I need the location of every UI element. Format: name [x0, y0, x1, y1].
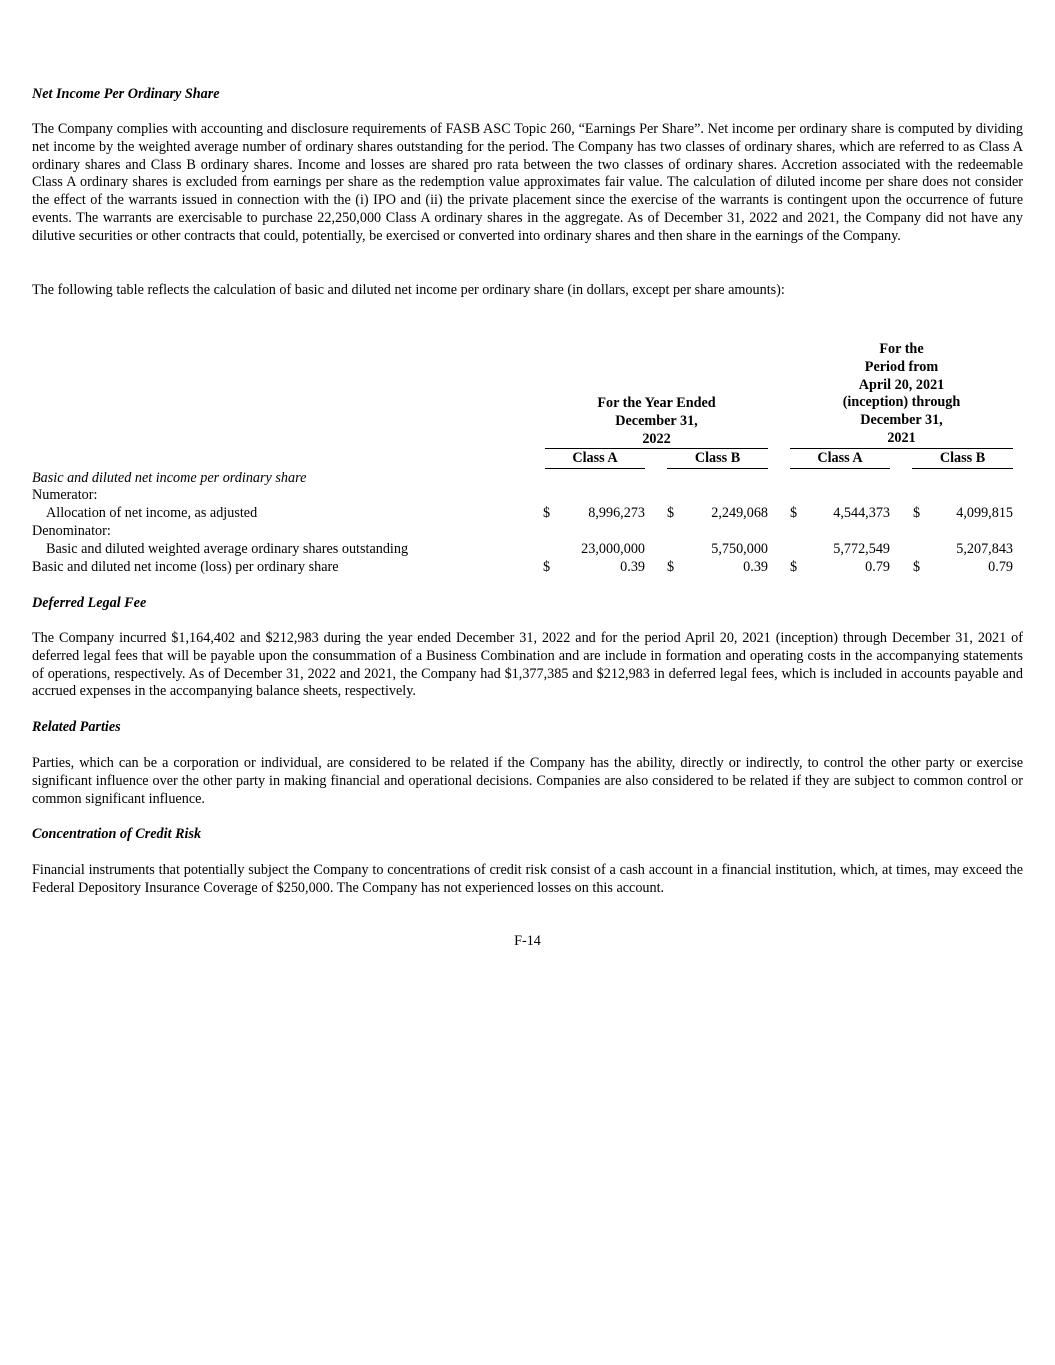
period2-line-3: April 20, 2021 — [858, 376, 945, 393]
shares-value-2: 5,750,000 — [711, 541, 768, 557]
table-title-row: Basic and diluted net income per ordinary share — [32, 470, 307, 486]
class-header-1: Class A — [545, 450, 645, 469]
period1-line-2: December 31, — [615, 412, 698, 429]
period2-line-2: Period from — [864, 358, 939, 375]
period1-line-1: For the Year Ended — [597, 395, 716, 411]
currency-symbol: $ — [790, 505, 798, 521]
currency-symbol: $ — [667, 505, 675, 521]
class-header-3: Class A — [790, 450, 890, 469]
eps-label: Basic and diluted net income (loss) per ordinary share — [32, 559, 339, 575]
eps-value-1: 0.39 — [620, 559, 645, 575]
allocation-value-2: 2,249,068 — [711, 505, 768, 521]
allocation-value-3: 4,544,373 — [833, 505, 890, 521]
credit-paragraph: Financial instruments that potentially subject the Company to concentrations of credit risk consist of a cash account in a financial institution, which, at times, may exceed the Federal Depository Insurance Coverage of $250,000. The Company has not experienced losses on this account. — [32, 862, 1023, 896]
period2-line-4: (inception) through — [842, 394, 961, 411]
denominator-label: Denominator: — [32, 523, 111, 539]
eps-heading: Net Income Per Ordinary Share — [32, 86, 220, 102]
allocation-label: Allocation of net income, as adjusted — [46, 505, 258, 521]
class-header-4: Class B — [912, 450, 1013, 469]
related-heading: Related Parties — [32, 719, 121, 735]
class-header-2: Class B — [667, 450, 768, 469]
shares-value-1: 23,000,000 — [581, 541, 645, 557]
period2-line-6: 2021 — [887, 429, 916, 446]
shares-value-3: 5,772,549 — [833, 541, 890, 557]
legal-heading: Deferred Legal Fee — [32, 595, 147, 611]
shares-label: Basic and diluted weighted average ordinary shares outstanding — [46, 541, 409, 557]
currency-symbol: $ — [913, 505, 921, 521]
allocation-value-4: 4,099,815 — [956, 505, 1013, 521]
currency-symbol: $ — [543, 559, 551, 575]
allocation-value-1: 8,996,273 — [588, 505, 645, 521]
currency-symbol: $ — [790, 559, 798, 575]
currency-symbol: $ — [913, 559, 921, 575]
eps-value-4: 0.79 — [988, 559, 1013, 575]
credit-heading: Concentration of Credit Risk — [32, 826, 202, 842]
related-paragraph: Parties, which can be a corporation or individual, are considered to be related if the Company has the ability, directly or indirectly, to control the other party or exercise significant influence over the other party in making financial and operational decisions. Companies are also considered to be related if they are subject to common control or common significant influence. — [32, 755, 1023, 807]
eps-paragraph-2: The following table reflects the calculation of basic and diluted net income per ordinary share (in dollars, except per share amounts): — [32, 282, 785, 298]
eps-value-3: 0.79 — [865, 559, 890, 575]
eps-value-2: 0.39 — [743, 559, 768, 575]
period1-line-3: 2022 — [642, 430, 671, 447]
currency-symbol: $ — [667, 559, 675, 575]
shares-value-4: 5,207,843 — [956, 541, 1013, 557]
period2-line-5: December 31, — [860, 412, 943, 429]
period2-rule — [790, 448, 1013, 449]
legal-paragraph: The Company incurred $1,164,402 and $212,983 during the year ended December 31, 2022 and for the period April 20, 2021 (inception) through December 31, 2021 of deferred legal fees that will be payable upon the consummation of a Business Combination and are include in formation and operating costs in the accompanying statements of operations, respectively. As of December 31, 2022 and 2021, the Company had $1,377,385 and $212,983 in deferred legal fees, which is included in accounts payable and accrued expenses in the accompanying balance sheets, respectively. — [32, 630, 1023, 700]
numerator-label: Numerator: — [32, 487, 98, 503]
period2-line-1: For the — [879, 341, 924, 357]
eps-paragraph-1: The Company complies with accounting and disclosure requirements of FASB ASC Topic 260, “Earnings Per Share”. Net income per ordinary share is computed by dividing net income by the weighted average number of ordinary shares outstanding for the period. The Company has two classes of ordinary shares, which are referred to as Class A ordinary shares and Class B ordinary shares. Income and losses are shared pro rata between the two classes of ordinary shares. Accretion associated with the redeemable Class A ordinary shares is excluded from earnings per share as the redemption value approximates fair value. The calculation of diluted income per share does not consider the effect of the warrants issued in connection with the (i) IPO and (ii) the private placement since the exercise of the warrants is contingent upon the occurrence of future events. The warrants are exercisable to purchase 22,250,000 Class A ordinary shares in the aggregate. As of December 31, 2022 and 2021, the Company did not have any dilutive securities or other contracts that could, potentially, be exercised or converted into ordinary shares and then share in the earnings of the Company. — [32, 121, 1023, 244]
period1-header — [545, 395, 768, 448]
currency-symbol: $ — [543, 505, 551, 521]
page-number: F-14 — [514, 933, 541, 949]
period2-header — [790, 341, 1013, 448]
period1-rule — [545, 448, 768, 449]
